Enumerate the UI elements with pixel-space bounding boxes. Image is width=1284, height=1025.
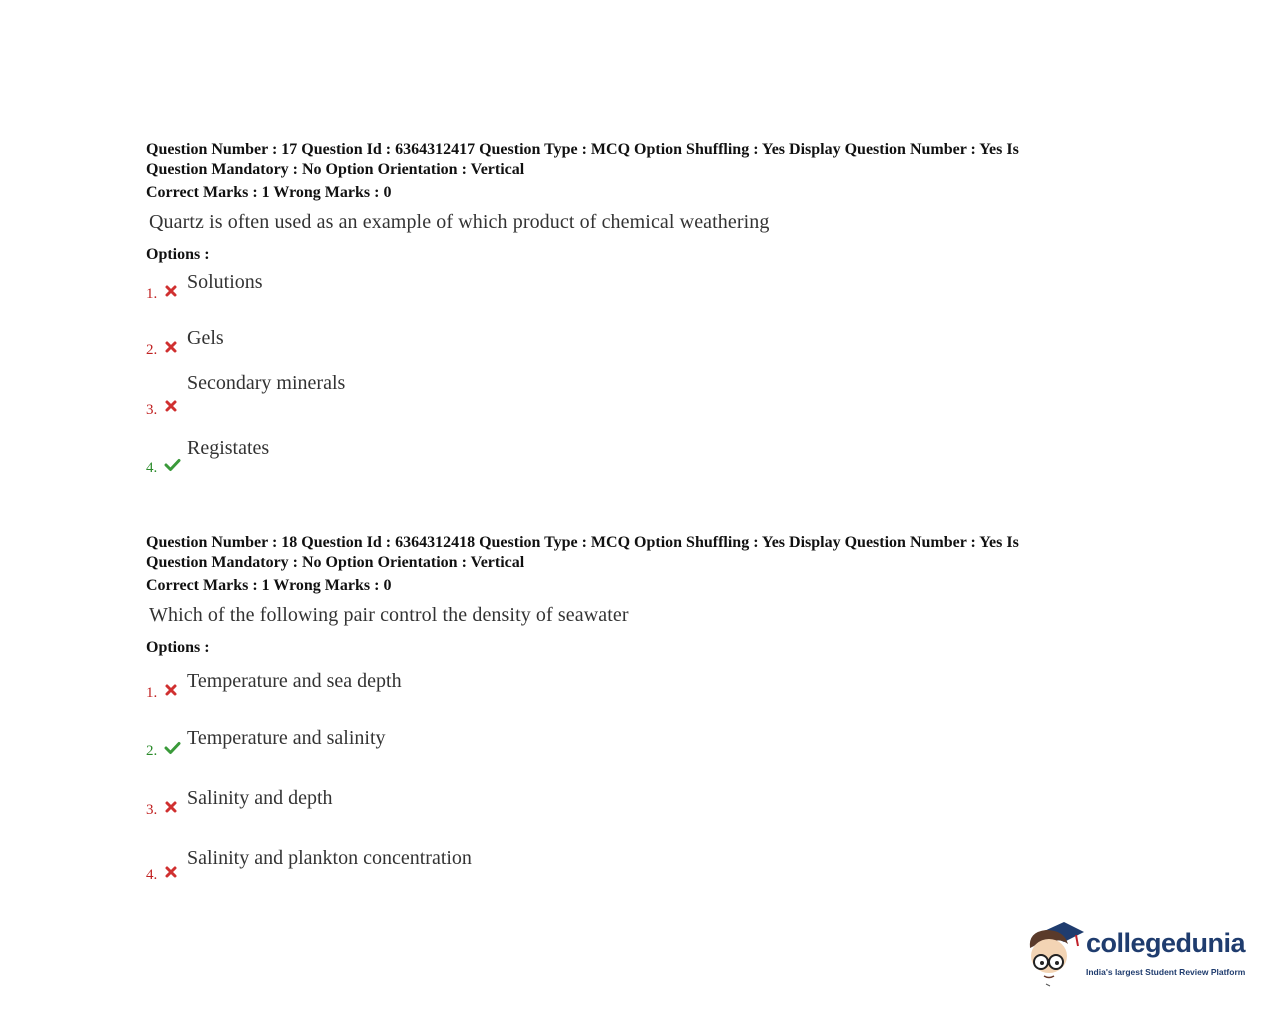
brand-name: collegedunia — [1086, 928, 1246, 958]
cross-icon — [164, 683, 178, 697]
question-marks: Correct Marks : 1 Wrong Marks : 0 — [146, 577, 392, 594]
options-label: Options : — [146, 639, 210, 656]
question-meta-line1: Question Number : 17 Question Id : 6364312417 Question Type : MCQ Option Shuffling : Yes Display Question Number : Yes Is — [146, 141, 1019, 158]
option-text: Registates — [187, 437, 270, 459]
option-1 — [146, 271, 846, 308]
option-number: 2. — [146, 743, 158, 759]
question-17 — [146, 140, 1146, 476]
cross-icon — [164, 800, 178, 814]
option-number: 1. — [146, 286, 158, 302]
question-marks: Correct Marks : 1 Wrong Marks : 0 — [146, 184, 392, 201]
cross-icon — [164, 340, 178, 354]
option-number: 4. — [146, 460, 158, 476]
cross-icon — [164, 284, 178, 298]
option-text: Salinity and plankton concentration — [187, 847, 472, 869]
option-2 — [146, 727, 846, 767]
option-text: Temperature and sea depth — [187, 670, 402, 692]
options-label: Options : — [146, 246, 210, 263]
option-3 — [146, 787, 846, 826]
question-meta-line1: Question Number : 18 Question Id : 6364312418 Question Type : MCQ Option Shuffling : Yes Display Question Number : Yes Is — [146, 534, 1019, 551]
option-2 — [146, 327, 846, 364]
option-number: 1. — [146, 685, 158, 701]
option-1 — [146, 670, 846, 708]
option-text: Temperature and salinity — [187, 727, 386, 749]
check-icon — [164, 458, 181, 472]
brand-tagline: India's largest Student Review Platform — [1086, 967, 1246, 977]
option-4 — [146, 847, 846, 891]
option-number: 3. — [146, 802, 158, 818]
option-text: Salinity and depth — [187, 787, 333, 809]
option-text: Solutions — [187, 271, 263, 293]
option-text: Gels — [187, 327, 224, 349]
question-meta-line2: Question Mandatory : No Option Orientation : Vertical — [146, 160, 525, 178]
check-icon — [164, 741, 181, 755]
cross-icon — [164, 399, 178, 413]
option-4 — [146, 437, 846, 484]
question-text: Which of the following pair control the density of seawater — [149, 604, 629, 626]
option-3 — [146, 372, 846, 424]
option-text: Secondary minerals — [187, 372, 346, 394]
option-number: 2. — [146, 342, 158, 358]
option-number: 4. — [146, 867, 158, 883]
collegedunia-logo — [1024, 918, 1274, 988]
cross-icon — [164, 865, 178, 879]
question-text: Quartz is often used as an example of which product of chemical weathering — [149, 211, 770, 233]
mascot-icon — [1024, 918, 1086, 988]
option-number: 3. — [146, 402, 158, 418]
question-18 — [146, 533, 1146, 883]
question-meta-line2: Question Mandatory : No Option Orientation : Vertical — [146, 553, 525, 571]
